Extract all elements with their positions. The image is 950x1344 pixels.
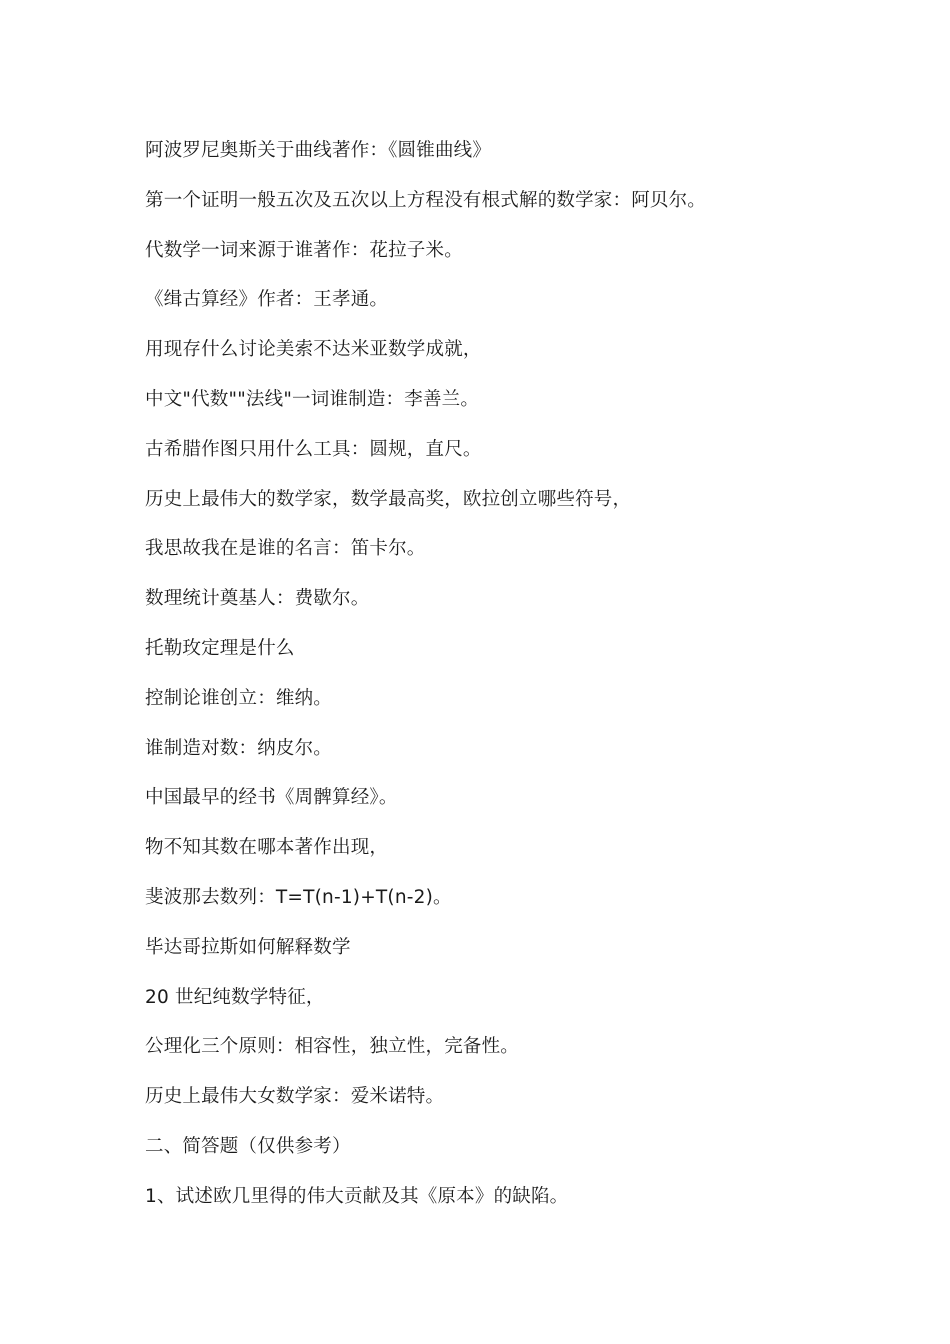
text-line: 代数学一词来源于谁著作：花拉子米。 bbox=[145, 239, 463, 261]
text-line: 数理统计奠基人：费歇尔。 bbox=[145, 588, 370, 610]
text-line: 毕达哥拉斯如何解释数学 bbox=[145, 936, 351, 958]
question-item: 1、试述欧几里得的伟大贡献及其《原本》的缺陷。 bbox=[145, 1185, 569, 1207]
text-line: 第一个证明一般五次及五次以上方程没有根式解的数学家：阿贝尔。 bbox=[145, 189, 707, 211]
text-line: 中文"代数""法线"一词谁制造：李善兰。 bbox=[145, 388, 480, 410]
text-line: 托勒玫定理是什么 bbox=[145, 637, 295, 659]
text-line: 中国最早的经书《周髀算经》。 bbox=[145, 787, 398, 809]
text-line: 20 世纪纯数学特征， bbox=[145, 986, 325, 1008]
section-heading: 二、简答题（仅供参考） bbox=[145, 1135, 351, 1157]
text-line: 历史上最伟大女数学家：爱米诺特。 bbox=[145, 1086, 445, 1108]
text-line: 谁制造对数：纳皮尔。 bbox=[145, 737, 333, 759]
text-line: 阿波罗尼奥斯关于曲线著作：《圆锥曲线》 bbox=[145, 140, 492, 161]
text-line: 斐波那去数列：T=T(n-1)+T(n-2)。 bbox=[145, 886, 452, 908]
text-line: 物不知其数在哪本著作出现， bbox=[145, 837, 389, 859]
text-lines bbox=[145, 136, 905, 1232]
text-line: 古希腊作图只用什么工具：圆规，直尺。 bbox=[145, 438, 482, 460]
text-line: 公理化三个原则：相容性，独立性，完备性。 bbox=[145, 1036, 520, 1058]
text-line: 用现存什么讨论美索不达米亚数学成就， bbox=[145, 339, 482, 361]
text-line: 历史上最伟大的数学家，数学最高奖，欧拉创立哪些符号， bbox=[145, 488, 632, 510]
text-line: 《缉古算经》作者：王孝通。 bbox=[145, 289, 389, 311]
text-line: 我思故我在是谁的名言：笛卡尔。 bbox=[145, 538, 426, 560]
text-line: 控制论谁创立：维纳。 bbox=[145, 687, 333, 709]
